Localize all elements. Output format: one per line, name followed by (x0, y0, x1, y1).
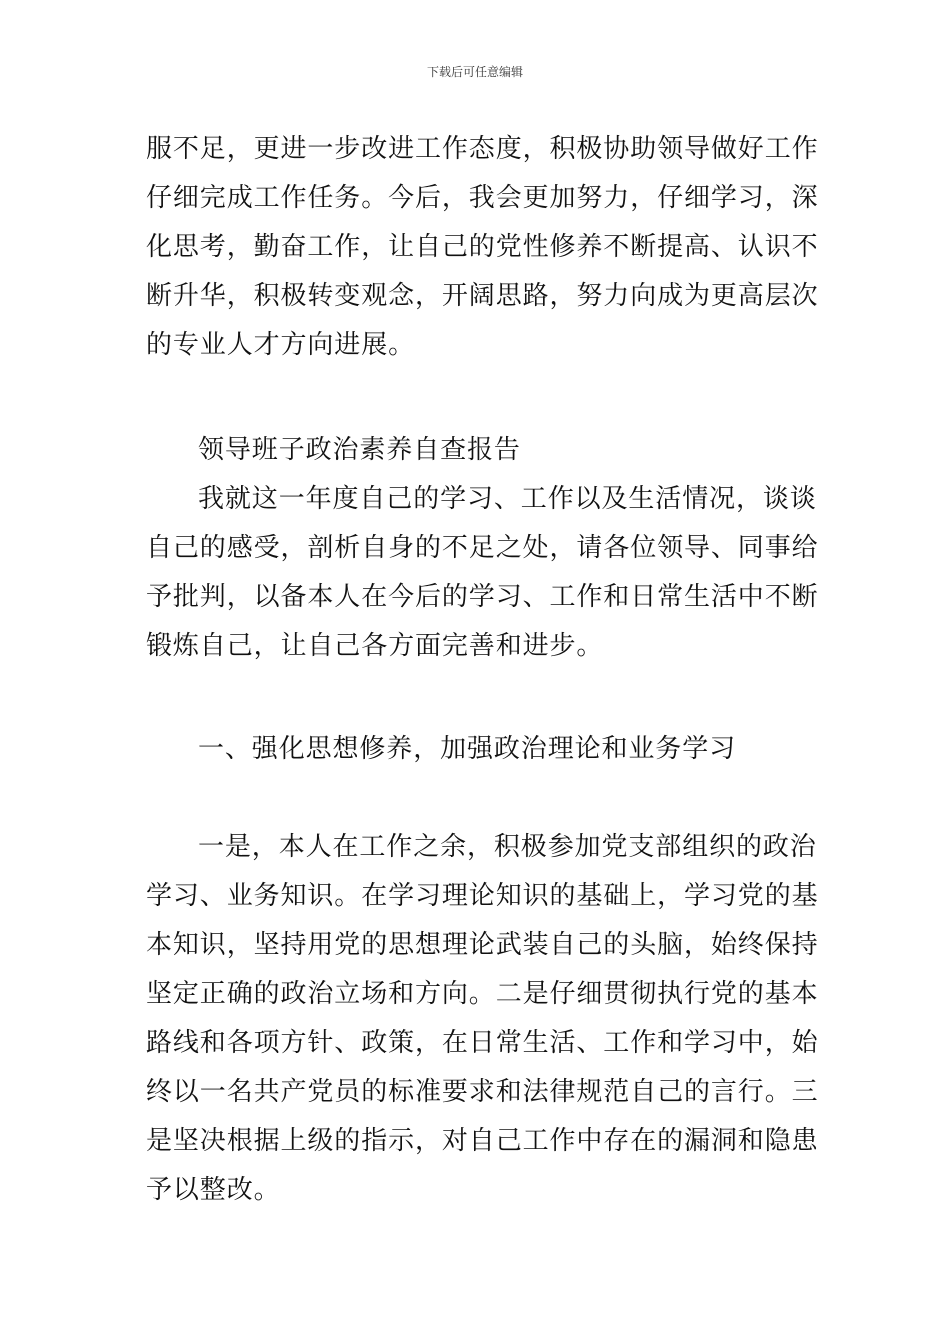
paragraph-line: 化思考，勤奋工作，让自己的党性修养不断提高、认识不 (146, 232, 819, 262)
paragraph-line: 的专业人才方向进展。 (146, 330, 416, 360)
section-heading: 一、强化思想修养，加强政治理论和业务学习 (198, 734, 737, 764)
report-title: 领导班子政治素养自查报告 (198, 435, 521, 465)
paragraph-line: 自己的感受，剖析自身的不足之处，请各位领导、同事给 (146, 533, 819, 563)
paragraph-line: 坚定正确的政治立场和方向。二是仔细贯彻执行党的基本 (146, 979, 819, 1009)
paragraph-line: 一是，本人在工作之余，积极参加党支部组织的政治 (198, 832, 817, 862)
paragraph-line: 本知识，坚持用党的思想理论武装自己的头脑，始终保持 (146, 930, 819, 960)
paragraph-line: 服不足，更进一步改进工作态度，积极协助领导做好工作 (146, 134, 819, 164)
paragraph-line: 学习、业务知识。在学习理论知识的基础上，学习党的基 (146, 881, 819, 911)
paragraph-line: 仔细完成工作任务。今后，我会更加努力，仔细学习，深 (146, 183, 819, 213)
paragraph-line: 锻炼自己，让自己各方面完善和进步。 (146, 631, 604, 661)
paragraph-line: 予批判，以备本人在今后的学习、工作和日常生活中不断 (146, 582, 819, 612)
page-header: 下载后可任意编辑 (426, 65, 523, 79)
paragraph-line: 路线和各项方针、政策，在日常生活、工作和学习中，始 (146, 1028, 819, 1058)
paragraph-line: 是坚决根据上级的指示，对自己工作中存在的漏洞和隐患 (146, 1126, 819, 1156)
paragraph-line: 终以一名共产党员的标准要求和法律规范自己的言行。三 (146, 1077, 819, 1107)
paragraph-line: 我就这一年度自己的学习、工作以及生活情况，谈谈 (198, 484, 817, 514)
paragraph-line: 予以整改。 (146, 1175, 281, 1205)
paragraph-line: 断升华，积极转变观念，开阔思路，努力向成为更高层次 (146, 281, 819, 311)
